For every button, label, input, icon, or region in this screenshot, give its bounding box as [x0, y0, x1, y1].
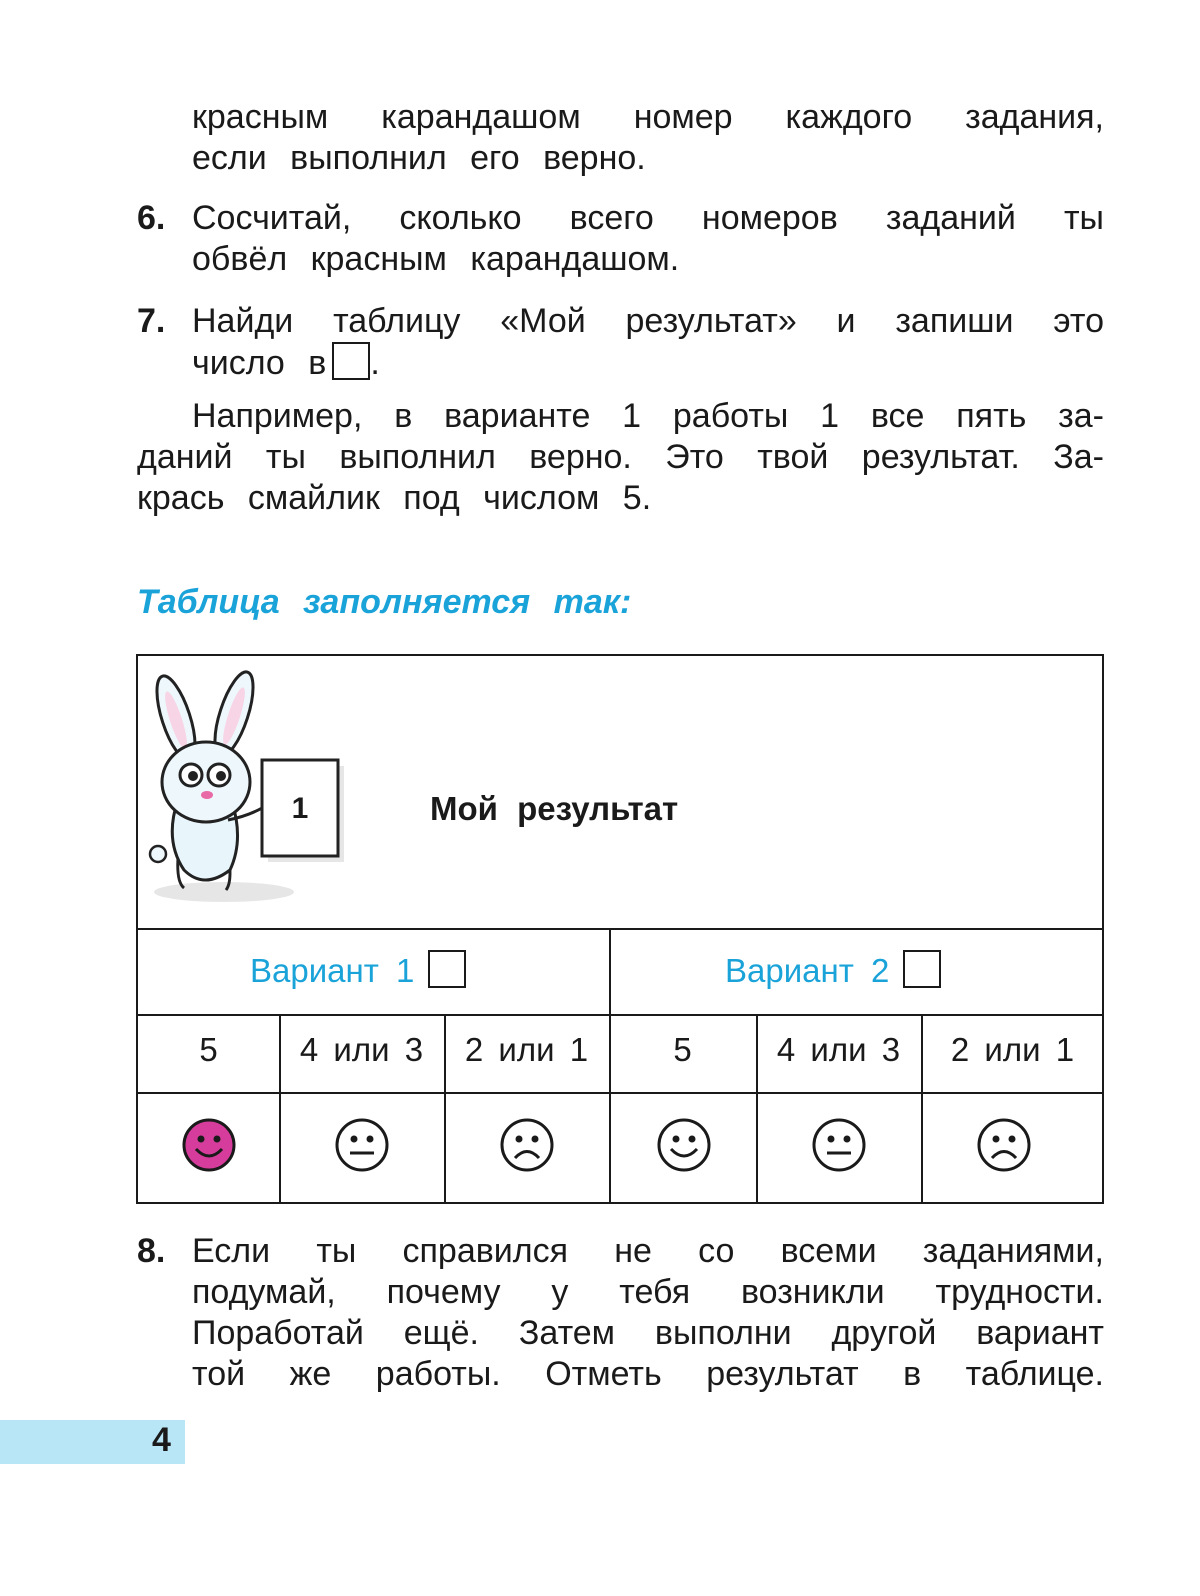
text-line: подумай, почему у тебя возникли трудности.: [192, 1273, 1104, 1311]
step-7-text: [192, 301, 1104, 384]
variant-1-header: [250, 950, 466, 990]
divider: [138, 928, 1102, 930]
text-line: Сосчитай, сколько всего номеров заданий ты: [192, 199, 1104, 237]
smile-face-icon[interactable]: [656, 1117, 712, 1173]
text-line: красным карандашом номер каждого задания,: [192, 98, 1104, 136]
text-fragment: число в: [192, 344, 327, 382]
text-line-with-box: [192, 342, 1104, 384]
step-number: 8.: [137, 1232, 166, 1270]
score-label: 5: [199, 1031, 218, 1068]
sad-face-icon[interactable]: [976, 1117, 1032, 1173]
intro-paragraph: [192, 97, 1104, 179]
text-line: Если ты справился не со всеми заданиями,: [192, 1232, 1104, 1270]
step-number: 6.: [137, 199, 166, 237]
score-label: 2 или 1: [464, 1031, 589, 1068]
step-6-text: [192, 198, 1104, 280]
score-label: 4 или 3: [776, 1031, 901, 1068]
text-line: обвёл красным карандашом.: [192, 240, 680, 278]
results-table: [136, 654, 1104, 1204]
step-8-text: [192, 1231, 1104, 1395]
step-number: 7.: [137, 302, 166, 340]
score-label: 4 или 3: [299, 1031, 424, 1068]
neutral-face-icon[interactable]: [811, 1117, 867, 1173]
score-label: 5: [673, 1031, 692, 1068]
text-line: если выполнил его верно.: [192, 139, 646, 177]
neutral-face-icon[interactable]: [334, 1117, 390, 1173]
divider: [138, 1014, 1102, 1016]
card-number: 1: [291, 792, 309, 825]
answer-box-icon: [428, 950, 466, 988]
page-number: 4: [152, 1421, 171, 1459]
divider: [138, 1092, 1102, 1094]
bunny-illustration: [144, 670, 354, 910]
text-line: Поработай ещё. Затем выполни другой вариант: [192, 1314, 1104, 1352]
text-line: крась смайлик под числом 5.: [137, 479, 652, 517]
answer-box-icon: [903, 950, 941, 988]
text-fragment: .: [370, 344, 380, 382]
text-line: даний ты выполнил верно. Это твой результат. За-: [137, 438, 1104, 476]
table-heading: Таблица заполняется так:: [137, 583, 632, 621]
variant-label: Вариант 1: [250, 952, 415, 989]
answer-box-icon: [332, 342, 370, 380]
score-label: 2 или 1: [950, 1031, 1075, 1068]
variant-label: Вариант 2: [725, 952, 890, 989]
text-line: той же работы. Отметь результат в таблице.: [192, 1355, 1104, 1393]
table-title: Мой результат: [430, 790, 679, 827]
example-paragraph: [137, 396, 1104, 519]
text-line: Например, в варианте 1 работы 1 все пять за-: [192, 397, 1104, 435]
variant-2-header: [725, 950, 941, 990]
smile-filled-icon[interactable]: [181, 1117, 237, 1173]
sad-face-icon[interactable]: [499, 1117, 555, 1173]
text-line: Найди таблицу «Мой результат» и запиши это: [192, 302, 1104, 340]
